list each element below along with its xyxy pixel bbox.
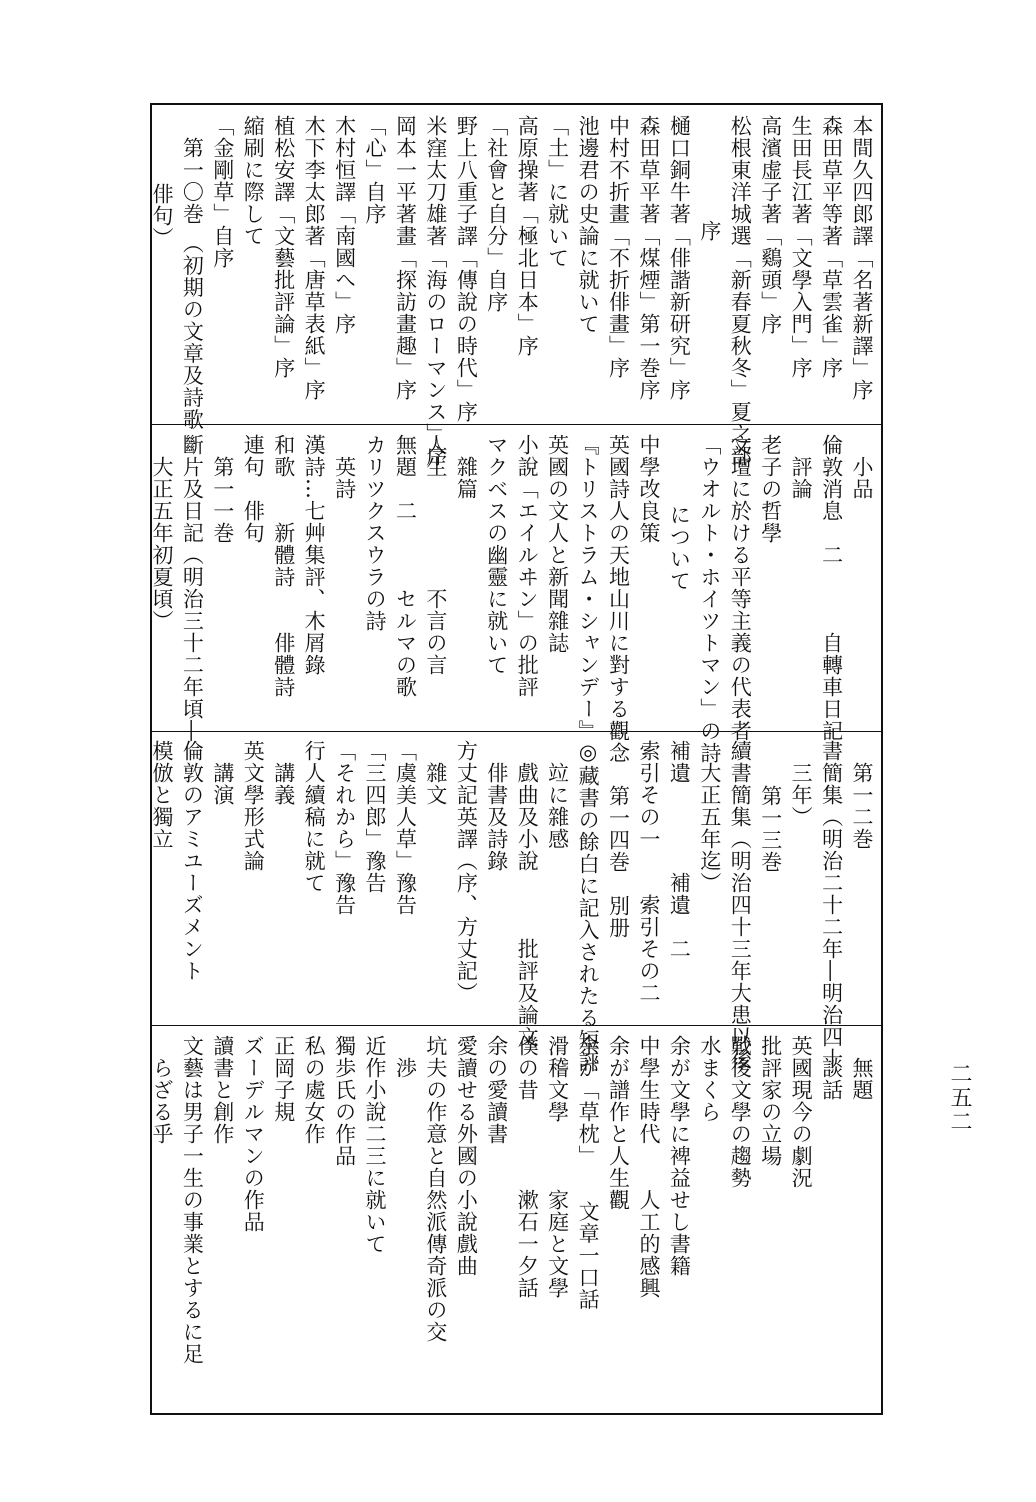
toc-entry: 近作小說二三に就いて: [363, 1035, 388, 1255]
toc-entry: 余が「草枕」 文章一口話: [576, 1035, 601, 1311]
toc-entry: 第一一巻: [210, 456, 235, 544]
toc-entry: 英國詩人の天地山川に對する觀念: [606, 434, 631, 764]
toc-entry: 樋口銅牛著「俳諧新研究」序: [667, 115, 692, 401]
toc-entry: 『トリストラム・シャンデー』: [576, 434, 601, 742]
toc-entry: 俳書及詩錄: [484, 762, 509, 872]
toc-entry: 「三四郎」豫告: [363, 740, 388, 894]
frame-top-rule: [150, 103, 883, 105]
toc-entry: 滑稽文學 家庭と文學: [545, 1035, 570, 1299]
toc-entry: 談話: [819, 1057, 844, 1101]
toc-entry: 英文學形式論: [241, 740, 266, 872]
toc-entry: 讀書と創作: [210, 1035, 235, 1145]
toc-entry: 批評家の立場: [758, 1035, 783, 1167]
toc-entry: 英詩: [332, 456, 357, 500]
toc-entry: 序: [697, 220, 722, 242]
toc-entry: カリツクスウラの詩: [363, 434, 388, 632]
toc-entry: 講義: [271, 762, 296, 806]
toc-entry: について: [667, 504, 692, 592]
frame-right-rule: [881, 103, 883, 1415]
toc-entry: 本間久四郎譯「名著新譯」序: [850, 115, 874, 401]
toc-entry: 私の處女作: [302, 1035, 327, 1145]
toc-entry: 老子の哲學: [758, 434, 783, 544]
toc-entry: 「虞美人草」豫告: [393, 740, 418, 916]
toc-entry: 無題: [850, 1057, 874, 1101]
toc-entry: 英國現今の劇況: [789, 1035, 814, 1189]
toc-entry: 植松安譯「文藝批評論」序: [271, 115, 296, 379]
toc-entry: 戰後文學の趨勢: [728, 1035, 753, 1189]
toc-entry: 高原操著「極北日本」序: [515, 115, 540, 357]
toc-entry: 無題 二 セルマの歌: [393, 434, 418, 698]
toc-entry: ◎藏書の餘白に記入されたる短評: [576, 740, 601, 1073]
toc-entry: 講演: [210, 762, 235, 806]
toc-entry: 文壇に於ける平等主義の代表者: [728, 434, 753, 742]
toc-entry: 僕の昔 漱石一夕話: [515, 1035, 540, 1299]
toc-entry: 三年）: [789, 762, 814, 828]
toc-entry: 大正五年初夏頃）: [150, 456, 174, 632]
toc-entry: 索引その一 索引その二: [636, 740, 661, 1004]
toc-entry: 生田長江著「文學入門」序: [789, 115, 814, 379]
page-number: 二五二: [947, 1062, 972, 1134]
toc-entry: 木村恒譯「南國へ」序: [332, 115, 357, 335]
toc-entry: 縮刷に際して: [241, 115, 266, 247]
toc-entry: 余が文學に裨益せし書籍: [667, 1035, 692, 1277]
toc-entry: 第一〇巻 （初期の文章及詩歌: [180, 137, 205, 431]
toc-entry: 俳句）: [150, 183, 174, 249]
toc-entry: 行人續稿に就て: [302, 740, 327, 894]
toc-entry: 小說「エイルヰン」の批評: [515, 434, 540, 698]
toc-entry: 方丈記英譯（序、方丈記）: [454, 740, 479, 1004]
toc-entry: 補遺 補遺 二: [667, 740, 692, 960]
toc-entry: 大正五年迄）: [697, 762, 722, 894]
toc-entry: 「ウオルト・ホイツトマン」の詩: [697, 434, 722, 764]
toc-entry: 第一二巻: [850, 762, 874, 850]
toc-entry: 余が譜作と人生觀: [606, 1035, 631, 1211]
toc-entry: 森田草平著「煤煙」第一巻序: [636, 115, 661, 401]
toc-entry: 松根東洋城選「新春夏秋冬」夏之部: [728, 115, 753, 467]
toc-entry: 高濱虚子著「鷄頭」序: [758, 115, 783, 335]
toc-entry: 中學改良策: [636, 434, 661, 544]
toc-entry: マクベスの幽靈に就いて: [484, 434, 509, 676]
toc-entry: らざる乎: [150, 1057, 174, 1145]
toc-entry: 中學生時代 人工的感興: [636, 1035, 661, 1299]
toc-entry: 木下李太郎著「唐草表紙」序: [302, 115, 327, 401]
section-divider: [150, 731, 883, 732]
toc-entry: 「土」に就いて: [545, 115, 570, 269]
toc-entry: 獨歩氏の作品: [332, 1035, 357, 1167]
toc-entry: 坑夫の作意と自然派傳奇派の交: [423, 1035, 448, 1343]
toc-entry: 小品: [850, 456, 874, 500]
toc-entry: 和歌 新體詩 俳體詩: [271, 434, 296, 698]
toc-entry: 「社會と自分」自序: [484, 115, 509, 313]
toc-entry: 池邊君の史論に就いて: [576, 115, 601, 335]
toc-entry: 斷片及日記（明治三十二年頃―: [180, 434, 205, 742]
toc-entry: 水まくら: [697, 1035, 722, 1123]
toc-entry: 評論: [789, 456, 814, 500]
toc-entry: 書簡集（明治二十二年―明治四十: [819, 740, 844, 1070]
toc-entry: 戲曲及小說 批評及論文: [515, 762, 540, 1048]
toc-entry: ズーデルマンの作品: [241, 1035, 266, 1233]
toc-entry: 英國の文人と新聞雜誌: [545, 434, 570, 654]
toc-entry: 正岡子規: [271, 1035, 296, 1123]
toc-entry: 岡本一平著畫「探訪畫趣」序: [393, 115, 418, 401]
toc-entry: 倫敦のアミユーズメント: [180, 740, 205, 982]
section-divider: [150, 424, 883, 425]
toc-entry: 第一三巻: [758, 785, 783, 873]
frame-bottom-rule: [150, 1413, 883, 1415]
toc-entry: 「金剛草」自序: [210, 115, 235, 269]
toc-entry: 中村不折畫「不折俳畫」序: [606, 115, 631, 379]
toc-entry: 續書簡集（明治四十三年大患以後: [728, 740, 753, 1070]
toc-entry: 野上八重子譯「傳說の時代」序: [454, 115, 479, 423]
toc-entry: 「それから」豫告: [332, 740, 357, 916]
toc-entry: 渉: [393, 1057, 418, 1079]
toc-entry: 倫敦消息 二 自轉車日記: [819, 434, 844, 742]
toc-entry: 人生 不言の言: [423, 434, 448, 676]
toc-entry: 雜篇: [454, 456, 479, 500]
toc-entry: 愛讀せる外國の小說戲曲: [454, 1035, 479, 1277]
toc-entry: 竝に雜感: [545, 762, 570, 850]
toc-entry: 第一四巻 別册: [606, 785, 631, 939]
toc-entry: 「心」自序: [363, 115, 388, 225]
toc-entry: 米窪太刀雄著「海のローマンス」序: [423, 115, 448, 467]
toc-entry: 雜文: [423, 762, 448, 806]
toc-entry: 文藝は男子一生の事業とするに足: [180, 1035, 205, 1365]
toc-entry: 余の愛讀書: [484, 1035, 509, 1145]
toc-entry: 森田草平等著「草雲雀」序: [819, 115, 844, 379]
toc-entry: 模倣と獨立: [150, 740, 174, 850]
toc-entry: 漢詩…七艸集評、木屑錄: [302, 434, 327, 676]
toc-entry: 連句 俳句: [241, 434, 266, 544]
